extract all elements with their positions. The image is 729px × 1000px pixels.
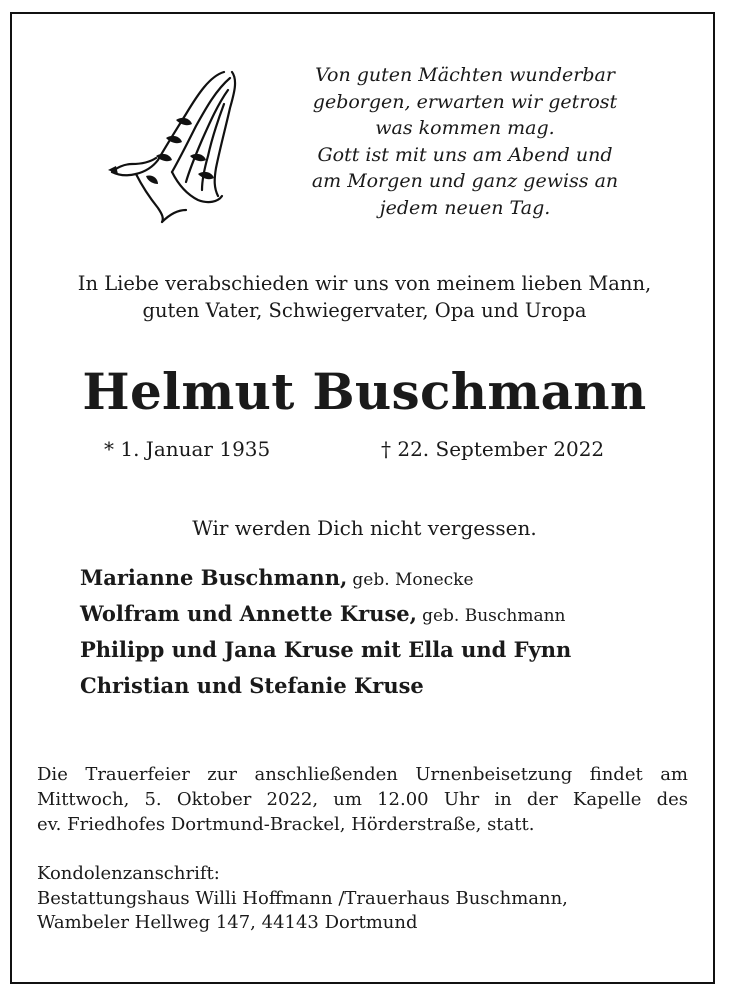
farewell-intro xyxy=(0,270,729,324)
verse-poem xyxy=(300,62,630,221)
family-note: geb. Buschmann xyxy=(422,606,566,626)
verse-line: geborgen, erwarten wir getrost xyxy=(312,90,618,113)
family-entry xyxy=(80,596,571,632)
service-line: Die Trauerfeier zur anschließenden Urnenbeisetzung findet am xyxy=(37,764,688,785)
condolence-heading: Kondolenzanschrift: xyxy=(37,863,220,884)
condolence-line: Bestattungshaus Willi Hoffmann /Trauerhaus Buschmann, xyxy=(37,887,568,909)
funeral-service-info xyxy=(37,762,688,837)
verse-line: Gott ist mit uns am Abend und xyxy=(317,143,613,166)
birth-date: * 1. Januar 1935 xyxy=(104,437,271,461)
verse-line: jedem neuen Tag. xyxy=(379,196,551,219)
service-line: ev. Friedhofes Dortmund-Brackel, Hörderstraße, statt. xyxy=(37,814,535,835)
condolence-address xyxy=(37,862,568,936)
deceased-name: Helmut Buschmann xyxy=(82,362,647,421)
family-list xyxy=(80,560,571,704)
family-entry xyxy=(80,560,571,596)
family-name: Wolfram und Annette Kruse, xyxy=(80,601,417,626)
family-name: Christian und Stefanie Kruse xyxy=(80,673,424,698)
family-name: Philipp und Jana Kruse mit Ella und Fynn xyxy=(80,637,572,662)
verse-line: am Morgen und ganz gewiss an xyxy=(311,170,619,192)
service-line: Mittwoch, 5. Oktober 2022, um 12.00 Uhr in der Kapelle des xyxy=(37,789,688,810)
intro-line: In Liebe verabschieden wir uns von meinem lieben Mann, xyxy=(77,272,652,295)
intro-line: guten Vater, Schwiegervater, Opa und Uropa xyxy=(142,299,587,322)
family-note: geb. Monecke xyxy=(352,570,474,590)
verse-line: Von guten Mächten wunderbar xyxy=(315,64,615,86)
condolence-line: Wambeler Hellweg 147, 44143 Dortmund xyxy=(37,912,418,933)
praying-hands-icon xyxy=(106,64,256,224)
death-date: † 22. September 2022 xyxy=(381,437,605,461)
verse-line: was kommen mag. xyxy=(375,117,555,139)
family-entry xyxy=(80,632,571,668)
family-name: Marianne Buschmann, xyxy=(80,565,348,590)
remembrance-line: Wir werden Dich nicht vergessen. xyxy=(192,516,537,540)
family-entry xyxy=(80,668,571,704)
